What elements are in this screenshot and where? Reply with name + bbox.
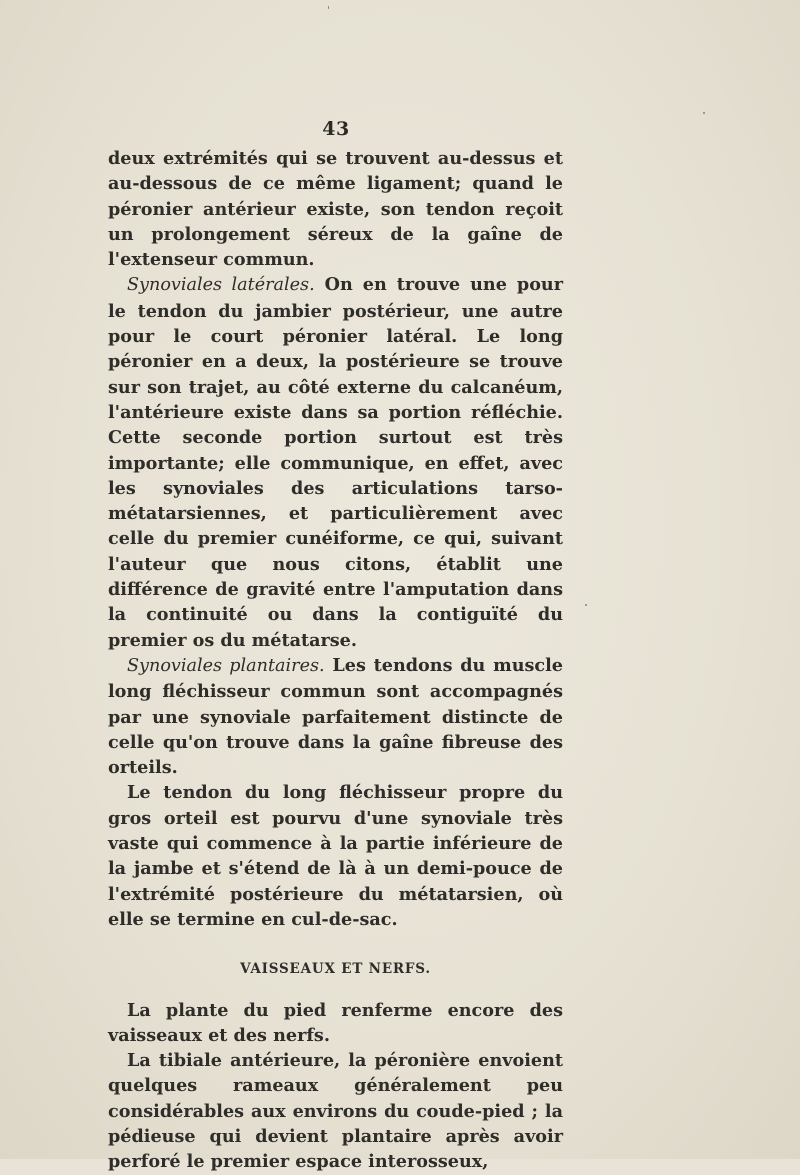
paragraph-synoviales-plantaires-text: Les tendons du muscle long fléchisseur commun sont accompagnés par une synoviale parfaitement distincte de celle qu'on trouve dans la gaîne fibreuse des orteils. [108, 654, 563, 779]
paragraph-synoviales-laterales-text: On en trouve une pour le tendon du jambier postérieur, une autre pour le court péronier latéral. Le long péronier en a deux, la postérieure se trouve sur son trajet, au côté externe du calcanéum, l'antérieure existe dans sa portion réfléchie. Cette seconde portion surtout est très importante; elle communique, en effet, avec les synoviales des articulations tarso-métatarsiennes, et particulièrement avec celle du premier cunéiforme, ce qui, suivant l'auteur que nous citons, établit une différence de gravité entre l'amputation dans la continuité ou dans la contiguïté du premier os du métatarse. [108, 274, 563, 651]
paragraph-synoviales-laterales [108, 272, 563, 652]
paragraph-tibiale: La tibiale antérieure, la péronière envoient quelques rameaux généralement peu considérables aux environs du coude-pied ; la pédieuse qui devient plantaire après avoir perforé le premier espace interosseux, [108, 1050, 563, 1173]
italic-lead-synoviales-plantaires: Synoviales plantaires. [127, 655, 325, 676]
paper-speck [585, 604, 587, 606]
paper-speck [328, 6, 329, 9]
page-number: 43 [322, 118, 350, 140]
body-text [108, 146, 563, 1175]
paragraph-synoviales-plantaires [108, 653, 563, 780]
paragraph-continuation: deux extrémités qui se trouvent au-dessus et au-dessous de ce même ligament; quand le péronier antérieur existe, son tendon reçoit un prolongement séreux de la gaîne de l'extenseur commun. [108, 148, 563, 271]
paper-speck [703, 112, 705, 114]
section-heading: VAISSEAUX ET NERFS. [240, 961, 431, 978]
paragraph-flechisseur: Le tendon du long fléchisseur propre du gros orteil est pourvu d'une synoviale très vaste qui commence à la partie inférieure de la jambe et s'étend de là à un demi-pouce de l'extrémité postérieure du métatarsien, où elle se termine en cul-de-sac. [108, 782, 563, 930]
italic-lead-synoviales-laterales: Synoviales latérales. [127, 275, 315, 296]
paragraph-plante-du-pied: La plante du pied renferme encore des vaisseaux et des nerfs. [108, 999, 563, 1046]
